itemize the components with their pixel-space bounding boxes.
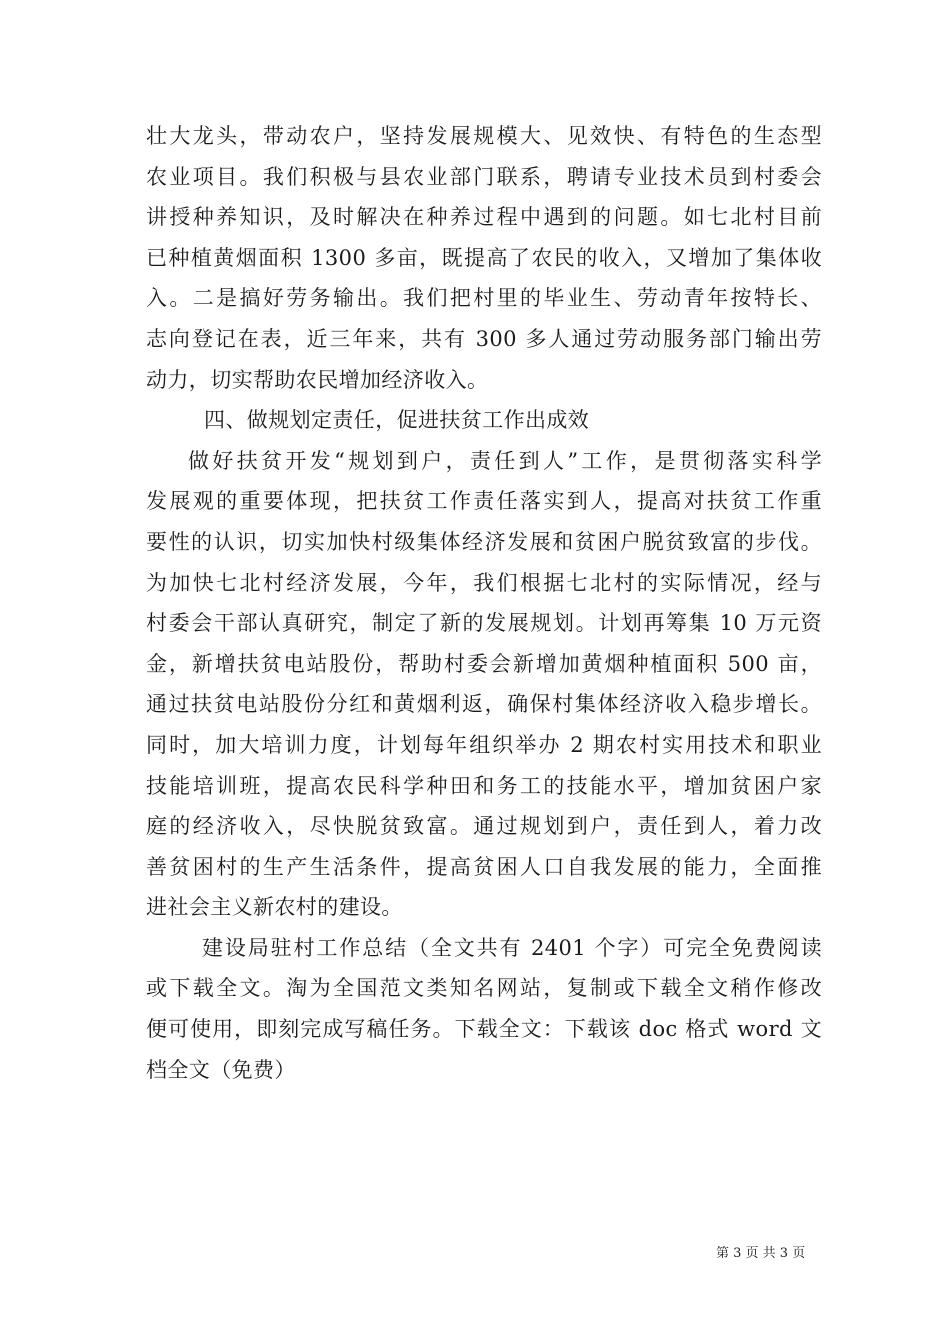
text-line: 进社会主义新农村的建设。 xyxy=(146,895,403,920)
text-line: 做好扶贫开发“规划到户，责任到人”工作，是贯彻落实科学 xyxy=(188,448,822,473)
summary-line: 建设局驻村工作总结（全文共有 2401 个字）可完全免费阅读 xyxy=(202,935,822,960)
section-heading: 四、做规划定责任，促进扶贫工作出成效 xyxy=(204,408,590,433)
text-line: 志向登记在表，近三年来，共有 300 多人通过劳动服务部门输出劳 xyxy=(146,326,822,351)
text-line: 发展观的重要体现，把扶贫工作责任落实到人，提高对扶贫工作重 xyxy=(146,489,822,514)
text-line: 村委会干部认真研究，制定了新的发展规划。计划再筹集 10 万元资 xyxy=(146,611,822,636)
text-line: 要性的认识，切实加快村级集体经济发展和贫困户脱贫致富的步伐。 xyxy=(146,529,822,554)
text-line: 同时，加大培训力度，计划每年组织举办 2 期农村实用技术和职业 xyxy=(146,732,822,757)
text-line: 为加快七北村经济发展，今年，我们根据七北村的实际情况，经与 xyxy=(146,570,822,595)
text-line: 金，新增扶贫电站股份，帮助村委会新增加黄烟种植面积 500 亩， xyxy=(146,651,822,676)
text-line: 善贫困村的生产生活条件，提高贫困人口自我发展的能力，全面推 xyxy=(146,854,822,879)
summary-line: 档全文（免费） xyxy=(146,1057,296,1082)
text-line: 动力，切实帮助农民增加经济收入。 xyxy=(146,367,489,392)
text-line: 技能培训班，提高农民科学种田和务工的技能水平，增加贫困户家 xyxy=(146,773,822,798)
text-line: 入。二是搞好劳务输出。我们把村里的毕业生、劳动青年按特长、 xyxy=(146,286,822,311)
page-number-footer: 第 3 页 共 3 页 xyxy=(716,1246,806,1261)
text-line: 壮大龙头，带动农户，坚持发展规模大、见效快、有特色的生态型 xyxy=(146,124,822,148)
text-line: 庭的经济收入，尽快脱贫致富。通过规划到户，责任到人，着力改 xyxy=(146,814,822,839)
text-line: 农业项目。我们积极与县农业部门联系，聘请专业技术员到村委会 xyxy=(146,164,822,189)
text-line: 讲授种养知识，及时解决在种养过程中遇到的问题。如七北村目前 xyxy=(146,205,822,230)
summary-line: 便可使用，即刻完成写稿任务。下载全文：下载该 doc 格式 word 文 xyxy=(146,1017,822,1042)
document-body xyxy=(146,116,822,1090)
summary-line: 或下载全文。淘为全国范文类知名网站，复制或下载全文稍作修改 xyxy=(146,976,822,1001)
text-line: 已种植黄烟面积 1300 多亩，既提高了农民的收入，又增加了集体收 xyxy=(146,245,822,270)
text-line: 通过扶贫电站股份分红和黄烟利返，确保村集体经济收入稳步增长。 xyxy=(146,692,822,717)
